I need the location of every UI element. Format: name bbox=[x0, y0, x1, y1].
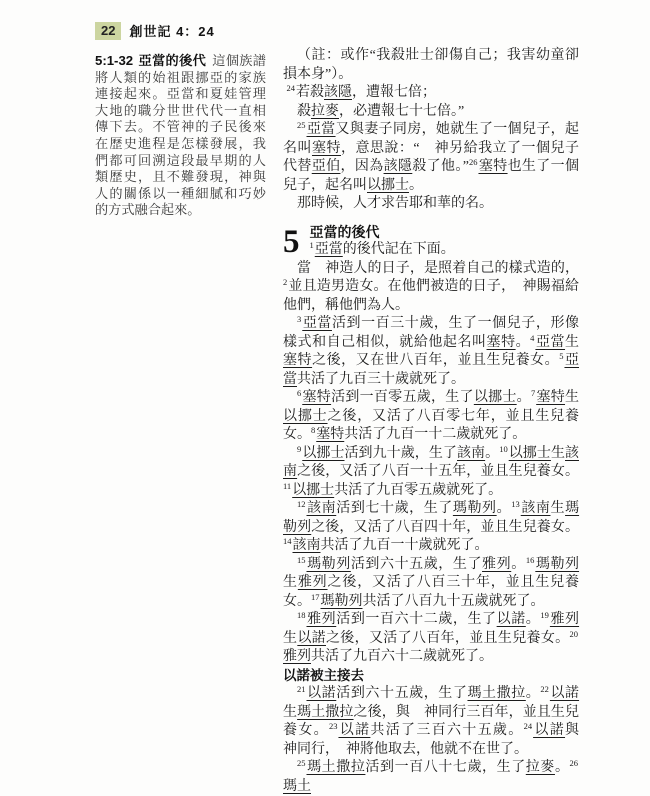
verse-text: ，遭報七倍； bbox=[352, 85, 436, 100]
proper-noun: 亞當 bbox=[535, 334, 566, 350]
verse-text-column bbox=[283, 47, 594, 796]
verse-number: 10 bbox=[499, 443, 508, 454]
proper-noun: 瑪勒列 bbox=[320, 593, 363, 609]
proper-noun: 該南 bbox=[306, 501, 337, 516]
proper-noun: 該隱 bbox=[383, 159, 413, 174]
proper-noun: 瑪土撒拉 bbox=[297, 704, 354, 720]
verse-text: 之後，與 神同行三百年，並且生兒養女。 bbox=[283, 704, 580, 738]
chapter-start-block bbox=[283, 223, 579, 260]
proper-noun: 瑪勒列 bbox=[283, 501, 580, 535]
proper-noun: 以挪士 bbox=[283, 408, 328, 424]
proper-noun: 以諾 bbox=[338, 723, 371, 738]
verse-text: 之後，又活了八百一十五年，並且生兒養女。 bbox=[297, 464, 580, 479]
proper-noun: 亞當 bbox=[306, 122, 336, 137]
verse-number: 7 bbox=[530, 388, 536, 398]
verse-text: 活到九十歲，生了 bbox=[344, 445, 457, 461]
verse-text: 與 神同行， 神將他取去，他就不在世了。 bbox=[283, 723, 594, 757]
proper-noun: 瑪勒列 bbox=[535, 556, 580, 572]
verse-text: 。 bbox=[525, 686, 541, 701]
verse-text: 。 bbox=[515, 334, 531, 350]
verse-text: 生 bbox=[565, 334, 580, 350]
verse-text: 。 bbox=[516, 390, 531, 405]
proper-noun: 瑪勒列 bbox=[452, 501, 497, 516]
verse-paragraph bbox=[283, 241, 579, 260]
proper-noun: 拉麥 bbox=[311, 103, 339, 119]
proper-noun: 雅列 bbox=[549, 612, 580, 627]
proper-noun: 以挪士 bbox=[473, 390, 517, 405]
verse-text: 之後，又活了八百四十年，並且生兒養女。 bbox=[311, 519, 580, 535]
verse-paragraph bbox=[283, 315, 579, 389]
verse-paragraph bbox=[283, 121, 579, 195]
verse-number: 3 bbox=[297, 314, 302, 324]
verse-text: 並且造男造女。在他們被造的日子， 神賜福給他們，稱他們為人。 bbox=[283, 279, 579, 313]
verse-number: 11 bbox=[283, 480, 292, 491]
verse-paragraph bbox=[283, 260, 579, 316]
proper-noun: 瑪土撒拉 bbox=[306, 760, 366, 775]
verse-number: 24 bbox=[286, 83, 295, 93]
chapter-number: 5 bbox=[283, 223, 300, 260]
verse-text: 生 bbox=[283, 575, 298, 590]
section-heading: 以諾被主接去 bbox=[283, 667, 364, 683]
verse-number: 5 bbox=[559, 351, 564, 361]
proper-noun: 塞特 bbox=[283, 353, 313, 368]
proper-noun: 塞特 bbox=[486, 334, 516, 350]
proper-noun: 以諾 bbox=[549, 686, 580, 701]
proper-noun: 以諾 bbox=[297, 630, 326, 646]
proper-noun: 塞特 bbox=[302, 390, 332, 405]
verse-number: 25 bbox=[297, 120, 306, 130]
proper-noun: 塞特 bbox=[536, 390, 566, 405]
verse-text: 又與妻子同房，她就生了一個兒子，起名叫 bbox=[283, 122, 580, 156]
verse-text: 活到六十五歲，生了 bbox=[350, 556, 483, 572]
page-number-badge: 22 bbox=[95, 22, 121, 40]
verse-text: 活到七十歲，生了 bbox=[336, 501, 453, 516]
verse-number: 4 bbox=[530, 332, 535, 343]
proper-noun: 以諾 bbox=[306, 686, 337, 701]
verse-number: 18 bbox=[297, 610, 306, 620]
verse-number: 17 bbox=[311, 591, 320, 602]
verse-paragraph bbox=[283, 556, 579, 612]
verse-text: 共活了九百一十歲就死了。 bbox=[320, 538, 489, 553]
verse-paragraph bbox=[283, 611, 579, 667]
verse-text: ，必遭報七十七倍。” bbox=[339, 103, 465, 119]
verse-text: ，因為 bbox=[340, 159, 384, 174]
commentary-body-text: 這個族譜將人類的始祖跟挪亞的家族連接起來。亞當和夏娃管理大地的職分世世代代一直相傳下去。不管神的子民後來在歷史進程是怎樣發展，我們都可回溯這段最早期的人類歷史，且不難發現，神與人的關係以一種細膩和巧妙的方式融合起來。 bbox=[95, 53, 266, 218]
verse-number: 19 bbox=[540, 610, 549, 620]
verse-text: ，意思說：“ 神另給我立了一個兒子代替 bbox=[283, 140, 580, 174]
verse-text: 活到一百六十二歲，生了 bbox=[336, 612, 497, 627]
verse-text: 共活了八百九十五歲就死了。 bbox=[362, 593, 545, 609]
verse-number: 2 bbox=[283, 277, 288, 287]
verse-text: 活到一百零五歲，生了 bbox=[331, 390, 474, 405]
proper-noun: 以挪士 bbox=[367, 177, 409, 193]
poetry-line bbox=[283, 84, 579, 103]
proper-noun: 塞特 bbox=[316, 427, 345, 442]
verse-paragraph bbox=[283, 195, 579, 214]
verse-text: 生 bbox=[283, 630, 298, 646]
poetry-block bbox=[283, 84, 579, 121]
commentary-title: 亞當的後代 bbox=[138, 53, 207, 68]
proper-noun: 塞特 bbox=[311, 140, 341, 156]
commentary-sidebar bbox=[95, 53, 266, 219]
proper-noun: 亞當 bbox=[283, 353, 580, 387]
verse-number: 12 bbox=[297, 499, 306, 509]
verse-text: 。 bbox=[525, 612, 541, 627]
proper-noun: 雅列 bbox=[283, 649, 311, 664]
verse-text: 。 bbox=[409, 177, 423, 193]
verse-number: 24 bbox=[523, 721, 533, 731]
verse-text: 那時候，人才求告耶和華的名。 bbox=[297, 196, 493, 211]
verse-paragraph bbox=[283, 759, 579, 796]
proper-noun: 亞當 bbox=[302, 316, 332, 331]
verse-text: 也生了一個兒子，起名叫 bbox=[283, 159, 580, 193]
verse-text: 之後，又活了八百零七年，並且生兒養女。 bbox=[283, 408, 580, 442]
verse-text: 。 bbox=[485, 445, 500, 461]
verse-number: 8 bbox=[311, 425, 316, 435]
proper-noun: 雅列 bbox=[297, 575, 328, 590]
verse-text: 。 bbox=[496, 501, 512, 516]
verse-text: 生 bbox=[283, 704, 298, 720]
verse-text: 若殺 bbox=[296, 85, 324, 100]
verse-text: 殺了他。” bbox=[412, 159, 469, 174]
proper-noun: 該南 bbox=[283, 445, 579, 479]
verse-number: 26 bbox=[569, 758, 579, 768]
verse-text: 共活了三百六十五歲。 bbox=[370, 723, 524, 738]
verse-number: 16 bbox=[525, 554, 535, 565]
verse-text: 之後，又在世八百年，並且生兒養女。 bbox=[312, 353, 560, 368]
proper-noun: 亞當 bbox=[314, 241, 343, 257]
proper-noun: 塞特 bbox=[478, 159, 508, 174]
verse-text: 。 bbox=[554, 760, 570, 775]
page-header bbox=[95, 21, 215, 40]
verse-number: 26 bbox=[468, 157, 478, 167]
verse-text: 共活了九百零五歲就死了。 bbox=[334, 482, 503, 498]
verse-number: 15 bbox=[297, 554, 306, 565]
proper-noun: 瑪勒列 bbox=[306, 556, 351, 572]
commentary-verse-range: 5:1-32 bbox=[95, 53, 134, 68]
proper-noun: 以挪士 bbox=[508, 445, 551, 461]
proper-noun: 雅列 bbox=[482, 556, 512, 572]
verse-paragraph bbox=[283, 500, 579, 556]
verse-number: 21 bbox=[297, 684, 306, 694]
verse-text: 活到一百三十歲，生了一個兒子，形像樣式和自己相似，就給他起名叫 bbox=[283, 316, 580, 350]
proper-noun: 以諾 bbox=[533, 723, 566, 738]
verse-number: 14 bbox=[283, 536, 292, 546]
poetry-line bbox=[283, 103, 579, 122]
verse-text: 共活了九百六十二歲就死了。 bbox=[311, 649, 493, 664]
verse-text: 。 bbox=[511, 556, 526, 572]
verse-number: 13 bbox=[511, 499, 520, 509]
proper-noun: 該南 bbox=[520, 501, 551, 516]
verse-text: 活到六十五歲，生了 bbox=[336, 686, 468, 701]
proper-noun: 拉麥 bbox=[525, 760, 555, 775]
verse-paragraph bbox=[283, 389, 579, 445]
verse-number: 22 bbox=[540, 684, 549, 694]
proper-noun: 瑪土撒拉 bbox=[467, 686, 526, 701]
proper-noun: 該隱 bbox=[324, 85, 352, 100]
verse-text: 的後代記在下面。 bbox=[342, 241, 455, 257]
verse-number: 23 bbox=[328, 721, 338, 731]
verse-number: 1 bbox=[309, 239, 314, 250]
verse-number: 25 bbox=[297, 758, 306, 768]
proper-noun: 雅列 bbox=[306, 612, 337, 627]
proper-noun: 瑪土 bbox=[283, 778, 311, 794]
proper-noun: 該南 bbox=[457, 445, 486, 461]
verse-paragraph bbox=[283, 445, 579, 501]
proper-noun: 以挪士 bbox=[302, 445, 345, 461]
verse-text: 生 bbox=[550, 501, 566, 516]
verse-number: 9 bbox=[297, 443, 302, 454]
proper-noun: 亞伯 bbox=[311, 159, 341, 174]
verse-text: 生 bbox=[550, 445, 565, 461]
verse-text: 之後，又活了八百年，並且生兒養女。 bbox=[325, 630, 570, 646]
verse-text: 之後，又活了八百三十年，並且生兒養女。 bbox=[283, 575, 580, 609]
verse-text: 活到一百八十七歲，生了 bbox=[365, 760, 526, 775]
proper-noun: 該南 bbox=[292, 538, 321, 553]
verse-text: （註：或作“我殺壯士卻傷自己；我害幼童卻損本身”）。 bbox=[283, 48, 579, 82]
proper-noun: 以諾 bbox=[496, 612, 526, 627]
verse-text: 共活了九百一十二歲就死了。 bbox=[344, 427, 527, 442]
verse-text: 殺 bbox=[297, 103, 311, 119]
verse-number: 6 bbox=[297, 388, 302, 398]
chapter-heading: 亞當的後代 bbox=[309, 223, 380, 240]
book-chapter-verse-ref: 創世記 4：24 bbox=[129, 24, 215, 39]
translation-note bbox=[283, 47, 579, 84]
proper-noun: 以挪士 bbox=[292, 482, 335, 498]
verse-number: 20 bbox=[569, 628, 579, 639]
verse-paragraph bbox=[283, 684, 594, 759]
verse-text: 生 bbox=[565, 390, 580, 405]
verse-text: 當 神造人的日子，是照着自己的樣式造的， bbox=[297, 260, 579, 276]
verse-text: 共活了九百三十歲就死了。 bbox=[297, 371, 465, 387]
